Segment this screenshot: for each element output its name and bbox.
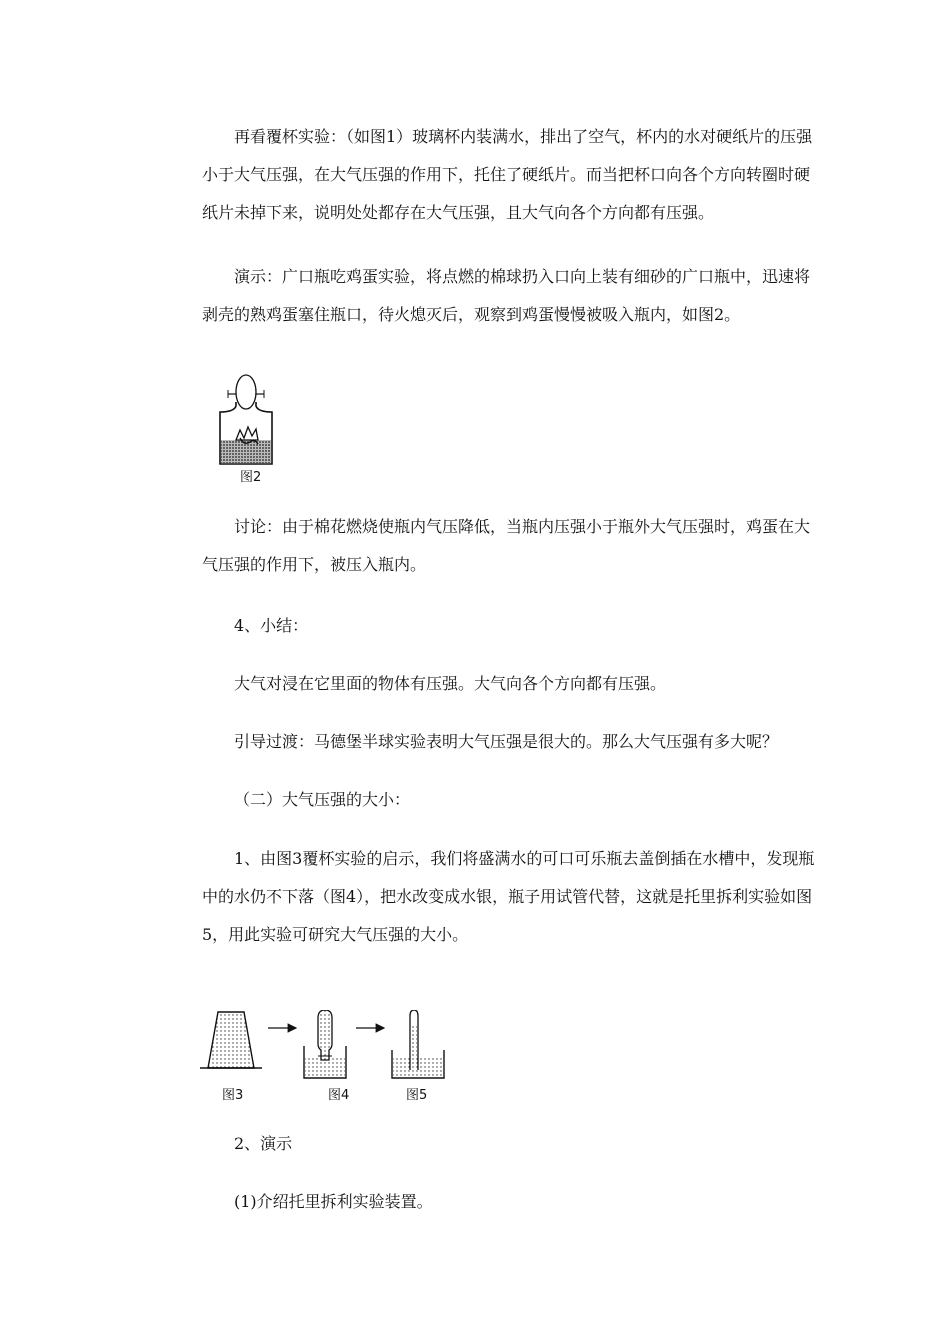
figure-3-caption: 图3	[222, 1088, 244, 1103]
figure-3-4-5-diagram	[200, 1010, 450, 1082]
figure-5-caption: 图5	[406, 1088, 428, 1103]
figure-2-bottle-egg	[214, 372, 278, 470]
paragraph-cup-experiment: 再看覆杯实验：（如图1）玻璃杯内装满水，排出了空气，杯内的水对硬纸片的压强小于大气压强，在大气压强的作用下，托住了硬纸片。而当把杯口向各个方向转圈时硬纸片未掉下来，说明处处都存在大气压强，且大气向各个方向都有压强。	[202, 127, 813, 222]
heading-summary: 4、小结：	[234, 616, 309, 635]
paragraph-transition: 引导过渡：马德堡半球实验表明大气压强是很大的。那么大气压强有多大呢？	[234, 732, 779, 751]
heading-section-two: （二）大气压强的大小：	[234, 790, 411, 809]
paragraph-apparatus-intro: (1)介绍托里拆利实验装置。	[234, 1192, 433, 1211]
figure-3-cup	[200, 1012, 262, 1068]
figure-5-torricelli-tube	[392, 1010, 444, 1078]
figure-2-caption: 图2	[240, 470, 262, 485]
paragraph-discussion: 讨论：由于棉花燃烧使瓶内气压降低，当瓶内压强小于瓶外大气压强时，鸡蛋在大气压强的作用下，被压入瓶内。	[202, 517, 811, 574]
heading-demo: 2、演示	[234, 1134, 293, 1153]
paragraph-egg-demo: 演示：广口瓶吃鸡蛋实验，将点燃的棉球扔入口向上装有细砂的广口瓶中，迅速将剥壳的熟鸡蛋塞住瓶口，待火熄灭后，观察到鸡蛋慢慢被吸入瓶内，如图2。	[202, 267, 811, 324]
figure-4-bottle-tank	[304, 1010, 346, 1078]
figure-4-caption: 图4	[328, 1088, 350, 1103]
egg-shape	[236, 375, 256, 409]
paragraph-torricelli-intro: 1、由图3覆杯实验的启示，我们将盛满水的可口可乐瓶去盖倒插在水槽中，发现瓶中的水仍不下落（图4），把水改变成水银，瓶子用试管代替，这就是托里拆利实验如图5，用此实验可研究大气压强的大小。	[202, 849, 815, 944]
paragraph-summary: 大气对浸在它里面的物体有压强。大气向各个方向都有压强。	[234, 674, 667, 693]
